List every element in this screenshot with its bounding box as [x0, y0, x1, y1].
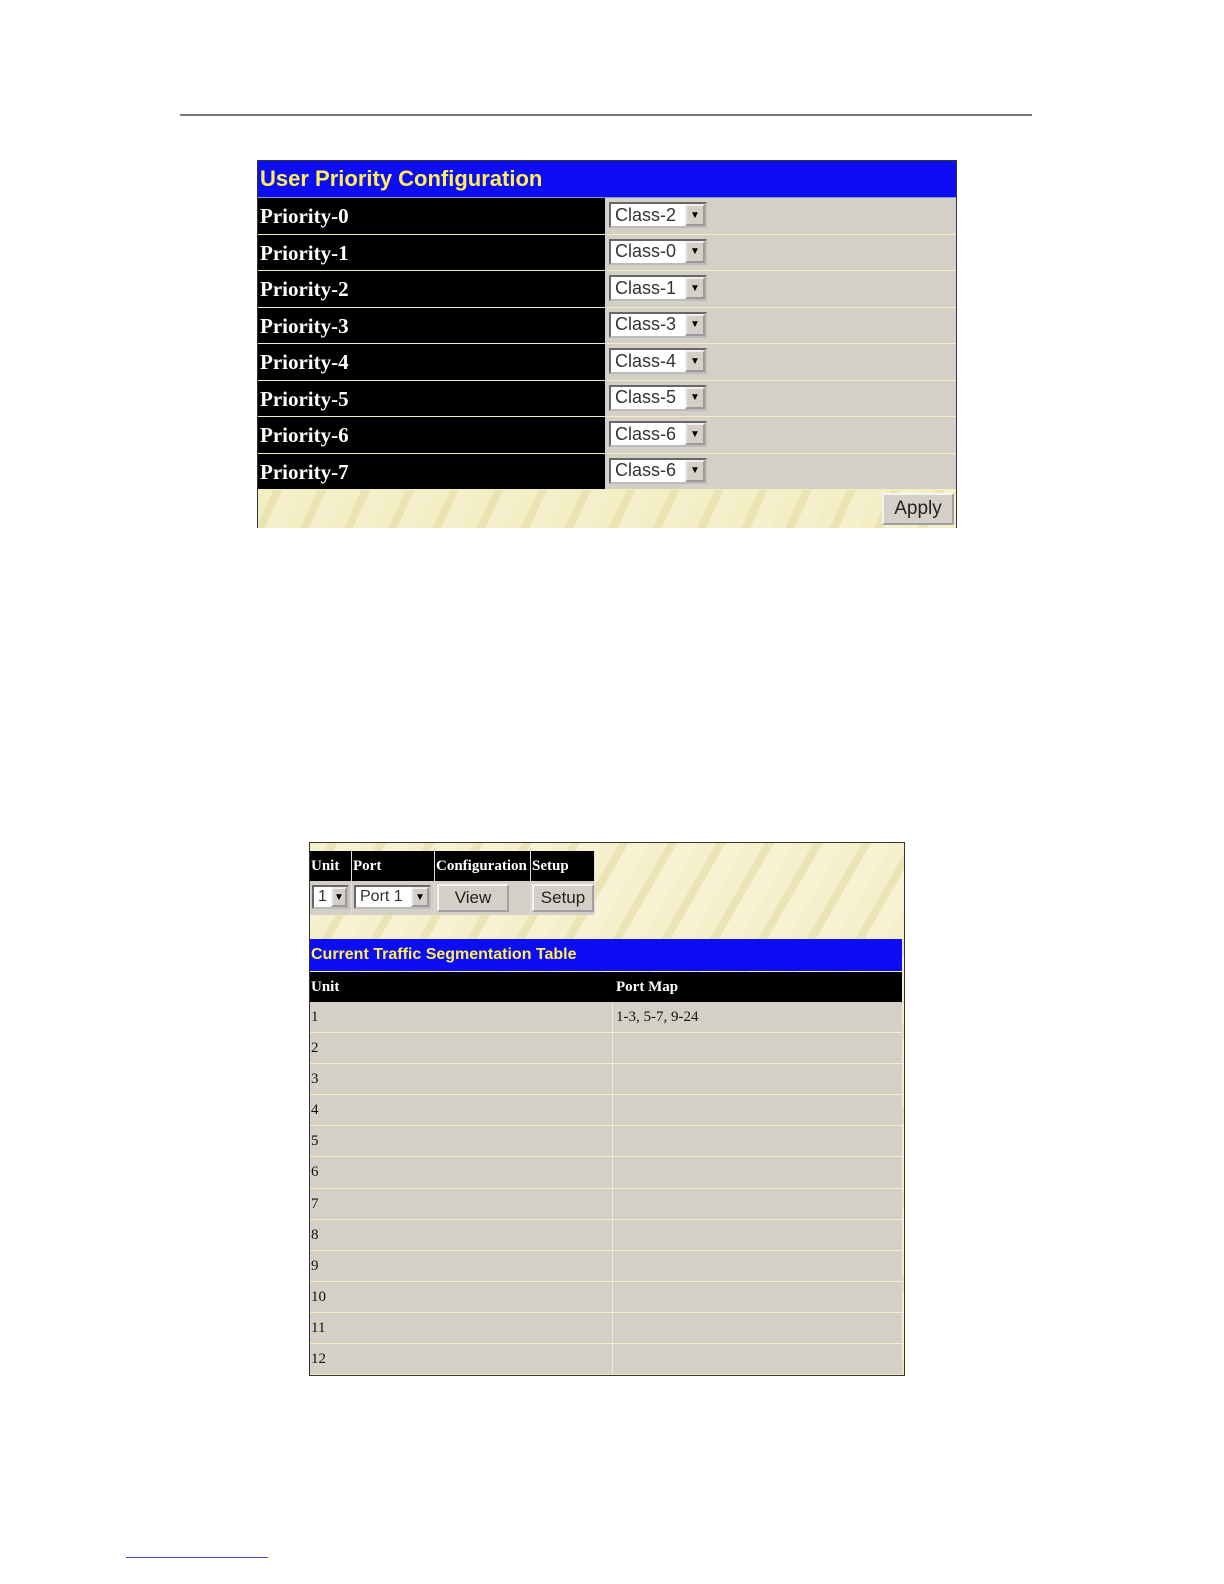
unit-cell: 4: [310, 1095, 613, 1125]
panel-footer: [258, 490, 956, 528]
unit-select[interactable]: [312, 885, 349, 909]
priority-row: [258, 344, 956, 381]
class-select-value: Class-6: [615, 423, 677, 444]
port-map-cell: [613, 1251, 902, 1281]
table-row: [310, 1189, 902, 1220]
priority-row: [258, 198, 956, 235]
unit-cell: 2: [310, 1033, 613, 1063]
priority-label: Priority-2: [258, 271, 605, 307]
traffic-segmentation-panel: [309, 842, 905, 1376]
panel-title: User Priority Configuration: [258, 161, 956, 198]
table-row: [310, 1064, 902, 1095]
configuration-header: Configuration: [435, 851, 531, 881]
priority-row: [258, 235, 956, 272]
chevron-down-icon[interactable]: ▼: [685, 350, 705, 372]
class-select-value: Class-2: [615, 204, 677, 225]
class-select[interactable]: [609, 275, 707, 301]
port-map-cell: [613, 1344, 902, 1374]
class-select[interactable]: [609, 458, 707, 484]
chevron-down-icon[interactable]: ▼: [685, 314, 705, 336]
table-row: [310, 1282, 902, 1313]
priority-label: Priority-0: [258, 198, 605, 234]
unit-cell: 8: [310, 1220, 613, 1250]
unit-select-value: 1: [318, 888, 327, 905]
port-map-cell: [613, 1313, 902, 1343]
unit-cell: 11: [310, 1313, 613, 1343]
unit-cell: 6: [310, 1157, 613, 1187]
port-select[interactable]: [354, 885, 431, 909]
chevron-down-icon[interactable]: ▼: [331, 887, 347, 907]
class-select[interactable]: [609, 202, 707, 228]
port-map-cell: [613, 1126, 902, 1156]
priority-row: [258, 271, 956, 308]
table-row: [310, 1095, 902, 1126]
setup-button[interactable]: Setup: [532, 884, 594, 912]
priority-label: Priority-5: [258, 381, 605, 417]
unit-cell: 10: [310, 1282, 613, 1312]
controls-row: [310, 881, 595, 915]
chevron-down-icon[interactable]: ▼: [685, 387, 705, 409]
priority-label: Priority-4: [258, 344, 605, 380]
controls-header: [310, 851, 595, 881]
unit-cell: 7: [310, 1189, 613, 1219]
table-row: [310, 1251, 902, 1282]
port-map-cell: [613, 1064, 902, 1094]
port-header: Port: [352, 851, 435, 881]
priority-label: Priority-1: [258, 235, 605, 271]
class-select-value: Class-3: [615, 314, 677, 334]
class-select[interactable]: [609, 239, 707, 265]
unit-cell: 5: [310, 1126, 613, 1156]
port-map-cell: [613, 1282, 902, 1312]
chevron-down-icon[interactable]: ▼: [685, 241, 705, 263]
port-select-value: Port 1: [360, 888, 403, 905]
unit-cell: 12: [310, 1344, 613, 1374]
class-select-value: Class-4: [615, 350, 677, 371]
priority-label: Priority-3: [258, 308, 605, 344]
chevron-down-icon[interactable]: ▼: [685, 277, 705, 299]
port-map-cell: [613, 1189, 902, 1219]
table-row: [310, 1126, 902, 1157]
segmentation-table: [310, 1002, 902, 1375]
class-select-value: Class-6: [615, 460, 677, 480]
class-select-value: Class-1: [615, 277, 677, 298]
unit-cell: 3: [310, 1064, 613, 1094]
user-priority-panel: [257, 160, 957, 528]
unit-column-header: Unit: [310, 972, 614, 1002]
class-select[interactable]: [609, 348, 707, 374]
unit-header: Unit: [310, 851, 352, 881]
port-map-cell: [613, 1157, 902, 1187]
class-select-value: Class-5: [615, 387, 677, 407]
class-select-value: Class-0: [615, 241, 677, 261]
class-select[interactable]: [609, 385, 707, 411]
view-button[interactable]: View: [437, 884, 509, 912]
priority-row: [258, 381, 956, 418]
top-divider: [180, 114, 1032, 116]
unit-cell: 1: [310, 1002, 613, 1032]
priority-row: [258, 417, 956, 454]
table-title: Current Traffic Segmentation Table: [310, 939, 902, 971]
class-select[interactable]: [609, 421, 707, 447]
table-row: [310, 1002, 902, 1033]
table-header: [310, 972, 902, 1002]
port-map-column-header: Port Map: [614, 972, 902, 1002]
port-map-cell: [613, 1220, 902, 1250]
port-map-cell: [613, 1095, 902, 1125]
priority-row: [258, 308, 956, 345]
table-row: [310, 1313, 902, 1344]
priority-label: Priority-7: [258, 454, 605, 490]
port-map-cell: [613, 1033, 902, 1063]
apply-button[interactable]: Apply: [882, 493, 954, 525]
chevron-down-icon[interactable]: ▼: [685, 204, 705, 226]
table-row: [310, 1033, 902, 1064]
port-map-cell: 1-3, 5-7, 9-24: [613, 1002, 902, 1032]
table-row: [310, 1220, 902, 1251]
class-select[interactable]: [609, 312, 707, 338]
table-row: [310, 1157, 902, 1188]
priority-row: [258, 454, 956, 491]
chevron-down-icon[interactable]: ▼: [685, 460, 705, 482]
footer-link-underline: [126, 1557, 268, 1558]
chevron-down-icon[interactable]: ▼: [685, 423, 705, 445]
unit-cell: 9: [310, 1251, 613, 1281]
setup-header: Setup: [531, 851, 595, 881]
priority-label: Priority-6: [258, 417, 605, 453]
table-row: [310, 1344, 902, 1375]
chevron-down-icon[interactable]: ▼: [411, 887, 429, 907]
